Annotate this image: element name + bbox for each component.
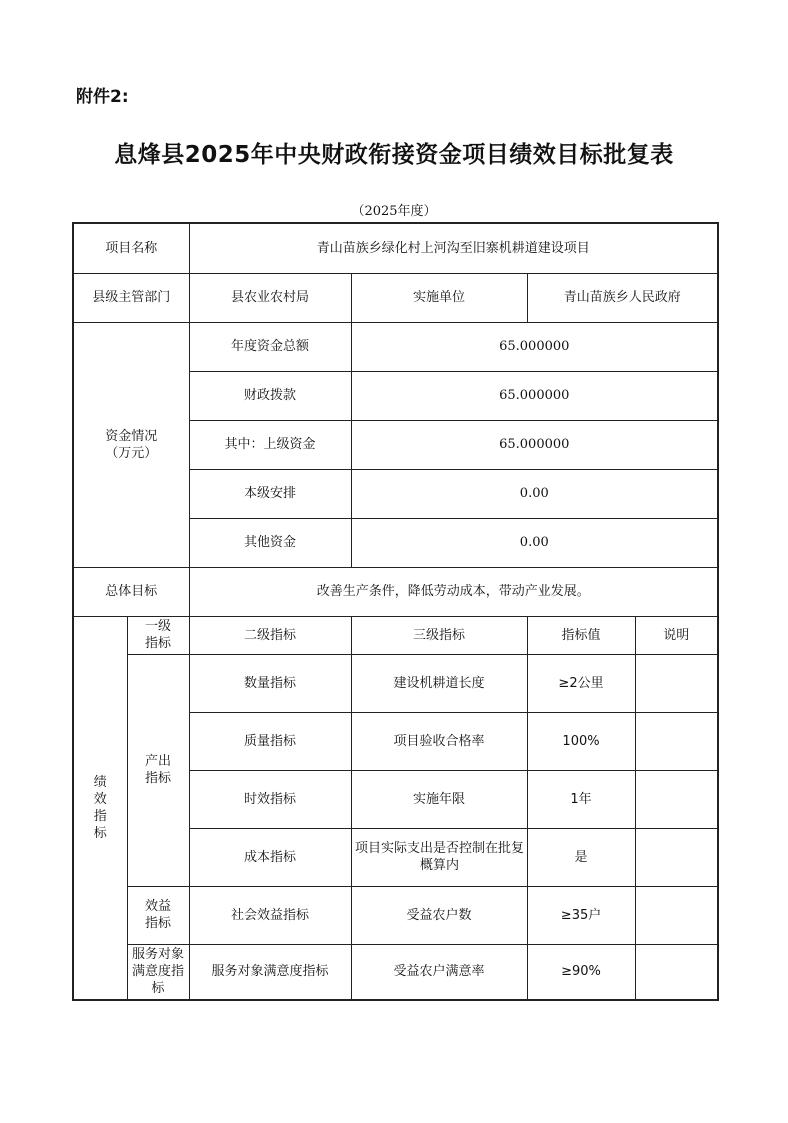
indicator-value: 100% [527,712,635,770]
indicator-level3: 实施年限 [351,770,527,828]
fund-label: 其他资金 [189,518,351,567]
funds-label [73,322,189,567]
satisfaction-label [127,944,189,1000]
goal-label: 总体目标 [73,567,189,616]
indicator-note [635,886,718,944]
header-note: 说明 [635,616,718,654]
satisfaction-label-text: 服务对象满意度指标 [131,947,184,997]
fund-label: 本级安排 [189,469,351,518]
benefit-label [127,886,189,944]
fund-value: 0.00 [351,469,718,518]
indicator-level2: 服务对象满意度指标 [189,944,351,1000]
year-label: （2025年度） [351,204,437,219]
fund-label: 财政拨款 [189,371,351,420]
indicator-level2: 社会效益指标 [189,886,351,944]
benefit-label-text: 效益指标 [144,899,171,931]
indicator-row [73,944,718,1000]
fund-value: 65.000000 [351,420,718,469]
indicator-level2: 时效指标 [189,770,351,828]
indicator-value: ≥90% [527,944,635,1000]
indicator-note [635,712,718,770]
indicator-header-row [73,616,718,654]
goal-value: 改善生产条件，降低劳动成本，带动产业发展。 [189,567,718,616]
impl-unit-value: 青山苗族乡人民政府 [527,273,718,322]
indicator-value: ≥35户 [527,886,635,944]
performance-label [73,616,127,1000]
indicator-note [635,654,718,712]
approval-table [72,222,719,1001]
indicator-level3 [351,828,527,886]
indicator-level2: 质量指标 [189,712,351,770]
funds-unit: （万元） [105,445,158,461]
output-label-text: 产出指标 [144,754,171,786]
indicator-level2: 成本指标 [189,828,351,886]
indicator-value: 1年 [527,770,635,828]
indicator-row [73,654,718,712]
goal-row [73,567,718,616]
header-value: 指标值 [527,616,635,654]
indicator-level3-text: 项目实际支出是否控制在批复概算内 [355,841,525,873]
header-level2: 二级指标 [189,616,351,654]
indicator-level3: 建设机耕道长度 [351,654,527,712]
indicator-level3: 项目验收合格率 [351,712,527,770]
indicator-level3: 受益农户满意率 [351,944,527,1000]
funds-title: 资金情况 [105,428,158,444]
header-level3: 三级指标 [351,616,527,654]
indicator-note [635,944,718,1000]
project-name-value: 青山苗族乡绿化村上河沟至旧寨机耕道建设项目 [189,223,718,273]
indicator-note [635,770,718,828]
fund-label: 其中：上级资金 [189,420,351,469]
fund-row [73,322,718,371]
header-level1-text: 一级指标 [144,619,171,651]
indicator-level2: 数量指标 [189,654,351,712]
project-name-label: 项目名称 [73,223,189,273]
department-row [73,273,718,322]
project-row [73,223,718,273]
fund-value: 65.000000 [351,322,718,371]
indicator-level3: 受益农户数 [351,886,527,944]
output-label [127,654,189,886]
fund-value: 65.000000 [351,371,718,420]
department-label: 县级主管部门 [73,273,189,322]
performance-label-text: 绩效指标 [93,774,107,841]
page-title: 息烽县2025年中央财政衔接资金项目绩效目标批复表 [114,142,674,168]
indicator-note [635,828,718,886]
department-value: 县农业农村局 [189,273,351,322]
indicator-row [73,886,718,944]
fund-value: 0.00 [351,518,718,567]
fund-label: 年度资金总额 [189,322,351,371]
indicator-value: ≥2公里 [527,654,635,712]
impl-unit-label: 实施单位 [351,273,527,322]
header-level1 [127,616,189,654]
indicator-value: 是 [527,828,635,886]
attachment-label: 附件2: [76,87,129,107]
